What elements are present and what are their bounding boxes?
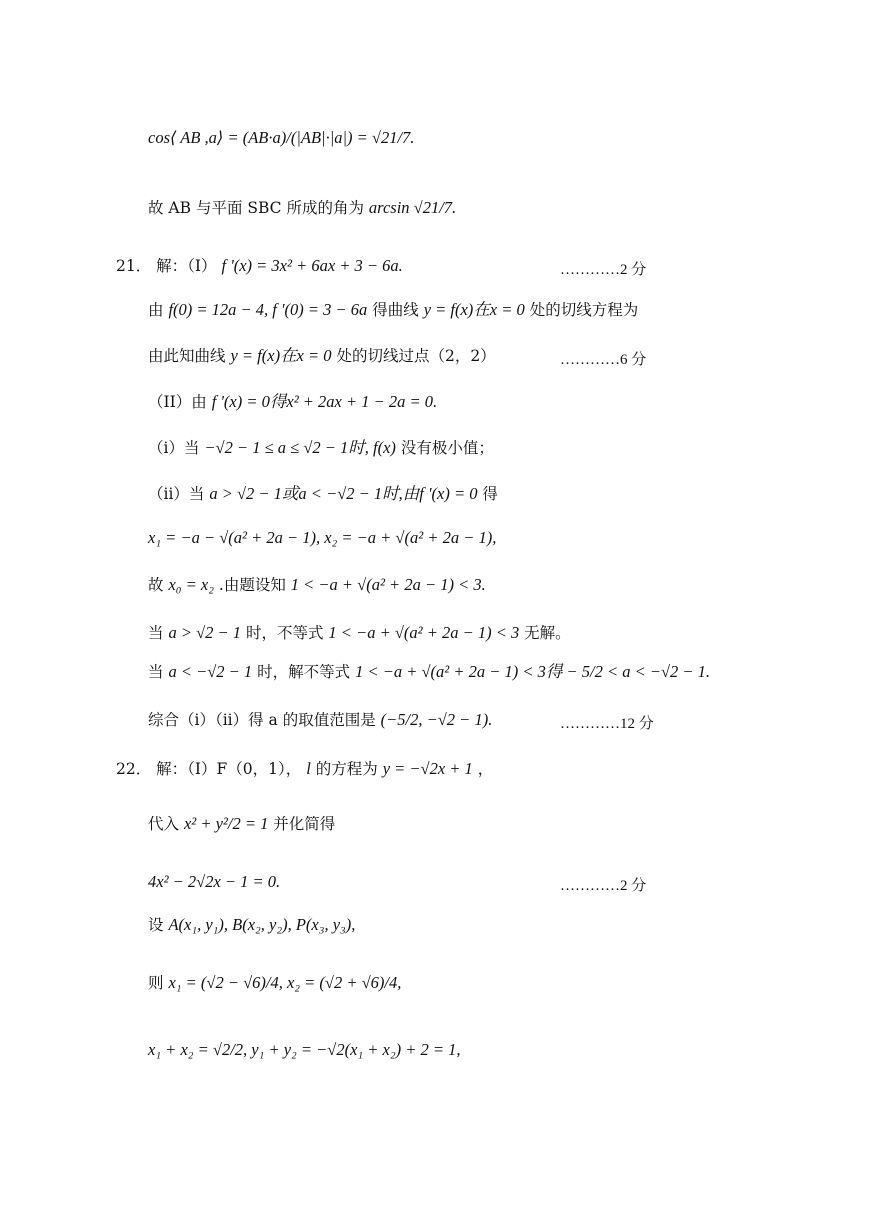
formula: x² + y²/2 = 1 bbox=[183, 814, 269, 833]
formula: −√2 − 1 ≤ a ≤ √2 − 1时, f(x) bbox=[204, 438, 396, 457]
case-ii bbox=[148, 486, 498, 503]
formula: y = −√2x + 1 bbox=[382, 759, 473, 778]
no-solution-case bbox=[148, 625, 571, 642]
text: 时，解不等式 bbox=[257, 663, 351, 681]
text: （i）当 bbox=[148, 439, 200, 457]
formula: f(0) = 12a − 4, f '(0) = 3 − 6a bbox=[168, 300, 368, 319]
text: 无解。 bbox=[524, 624, 571, 642]
quadratic-equation: 4x² − 2√2x − 1 = 0. bbox=[148, 872, 281, 891]
text: 综合（i）（ii）得 a 的取值范围是 bbox=[148, 711, 376, 729]
formula: y = f(x)在x = 0 bbox=[230, 346, 332, 365]
text: .由题设知 bbox=[218, 576, 286, 594]
text: 故 AB 与平面 SBC 所成的角为 bbox=[148, 199, 364, 217]
score-mark: …………2 分 bbox=[560, 878, 647, 894]
score-mark: …………2 分 bbox=[560, 262, 647, 278]
part2-derivative bbox=[148, 394, 437, 411]
problem-number: 21． bbox=[116, 257, 152, 275]
text: 当 bbox=[148, 624, 164, 642]
problem-number: 22． bbox=[116, 760, 152, 778]
formula: x₁ = (√2 − √6)/4, x₂ = (√2 + √6)/4, bbox=[168, 973, 402, 992]
formula: arcsin √21/7. bbox=[368, 198, 457, 217]
text: 处的切线方程为 bbox=[529, 301, 639, 319]
formula: a > √2 − 1或a < −√2 − 1时,由f '(x) = 0 bbox=[209, 484, 478, 503]
formula: 1 < −a + √(a² + 2a − 1) < 3. bbox=[290, 575, 486, 594]
formula: f '(x) = 3x² + 6ax + 3 − 6a. bbox=[221, 256, 403, 275]
text: 并化简得 bbox=[273, 815, 336, 833]
angle-conclusion bbox=[148, 200, 456, 217]
text: 的方程为 bbox=[315, 760, 378, 778]
range-conclusion bbox=[148, 712, 492, 729]
cos-angle-formula: cos⟨ AB ,a⟩ = (AB·a)/(|AB|·|a|) = √21/7. bbox=[148, 128, 415, 147]
problem-22-part1 bbox=[116, 761, 493, 778]
sum-formula: x₁ + x₂ = √2/2, y₁ + y₂ = −√2(x₁ + x₂) + 2 = 1, bbox=[148, 1040, 461, 1059]
substitution-statement bbox=[148, 816, 335, 833]
text: 由 bbox=[148, 301, 164, 319]
text: 得曲线 bbox=[372, 301, 419, 319]
case-i bbox=[148, 440, 494, 457]
formula: y = f(x)在x = 0 bbox=[423, 300, 525, 319]
formula: 1 < −a + √(a² + 2a − 1) < 3 bbox=[328, 623, 520, 642]
formula: a < −√2 − 1 bbox=[168, 662, 253, 681]
formula: 1 < −a + √(a² + 2a − 1) < 3得 − 5/2 < a < −√2 − 1. bbox=[355, 662, 711, 681]
text: 时，不等式 bbox=[245, 624, 324, 642]
text: 设 bbox=[148, 916, 164, 934]
score-mark: …………6 分 bbox=[560, 352, 647, 368]
formula: x₀ = x₂ bbox=[168, 575, 214, 594]
text: 处的切线过点（2，2） bbox=[336, 347, 496, 365]
roots-values bbox=[148, 975, 401, 992]
roots-formula: x₁ = −a − √(a² + 2a − 1), x₂ = −a + √(a² + 2a − 1), bbox=[148, 528, 497, 547]
text: 代入 bbox=[148, 815, 180, 833]
solution-case bbox=[148, 664, 710, 681]
text: ， bbox=[477, 760, 494, 778]
points-definition bbox=[148, 917, 355, 934]
text: 故 bbox=[148, 576, 164, 594]
text: 解：（I）F（0，1）， bbox=[156, 760, 302, 778]
formula: (−5/2, −√2 − 1). bbox=[380, 710, 493, 729]
problem-21-part1 bbox=[116, 258, 403, 275]
text: 则 bbox=[148, 974, 164, 992]
text: （ii）当 bbox=[148, 485, 205, 503]
formula: A(x₁, y₁), B(x₂, y₂), P(x₃, y₃), bbox=[168, 915, 356, 934]
text: 得 bbox=[482, 485, 498, 503]
text: 当 bbox=[148, 663, 164, 681]
text: 解：（I） bbox=[156, 257, 217, 275]
formula: a > √2 − 1 bbox=[168, 623, 242, 642]
score-mark: …………12 分 bbox=[560, 716, 654, 732]
formula: l bbox=[306, 759, 311, 778]
formula: f '(x) = 0得x² + 2ax + 1 − 2a = 0. bbox=[211, 392, 438, 411]
text: 没有极小值； bbox=[400, 439, 494, 457]
tangent-point-statement bbox=[148, 348, 496, 365]
text: 由此知曲线 bbox=[148, 347, 226, 365]
condition-statement bbox=[148, 577, 486, 594]
text: （II）由 bbox=[148, 393, 207, 411]
tangent-line-statement bbox=[148, 302, 638, 319]
